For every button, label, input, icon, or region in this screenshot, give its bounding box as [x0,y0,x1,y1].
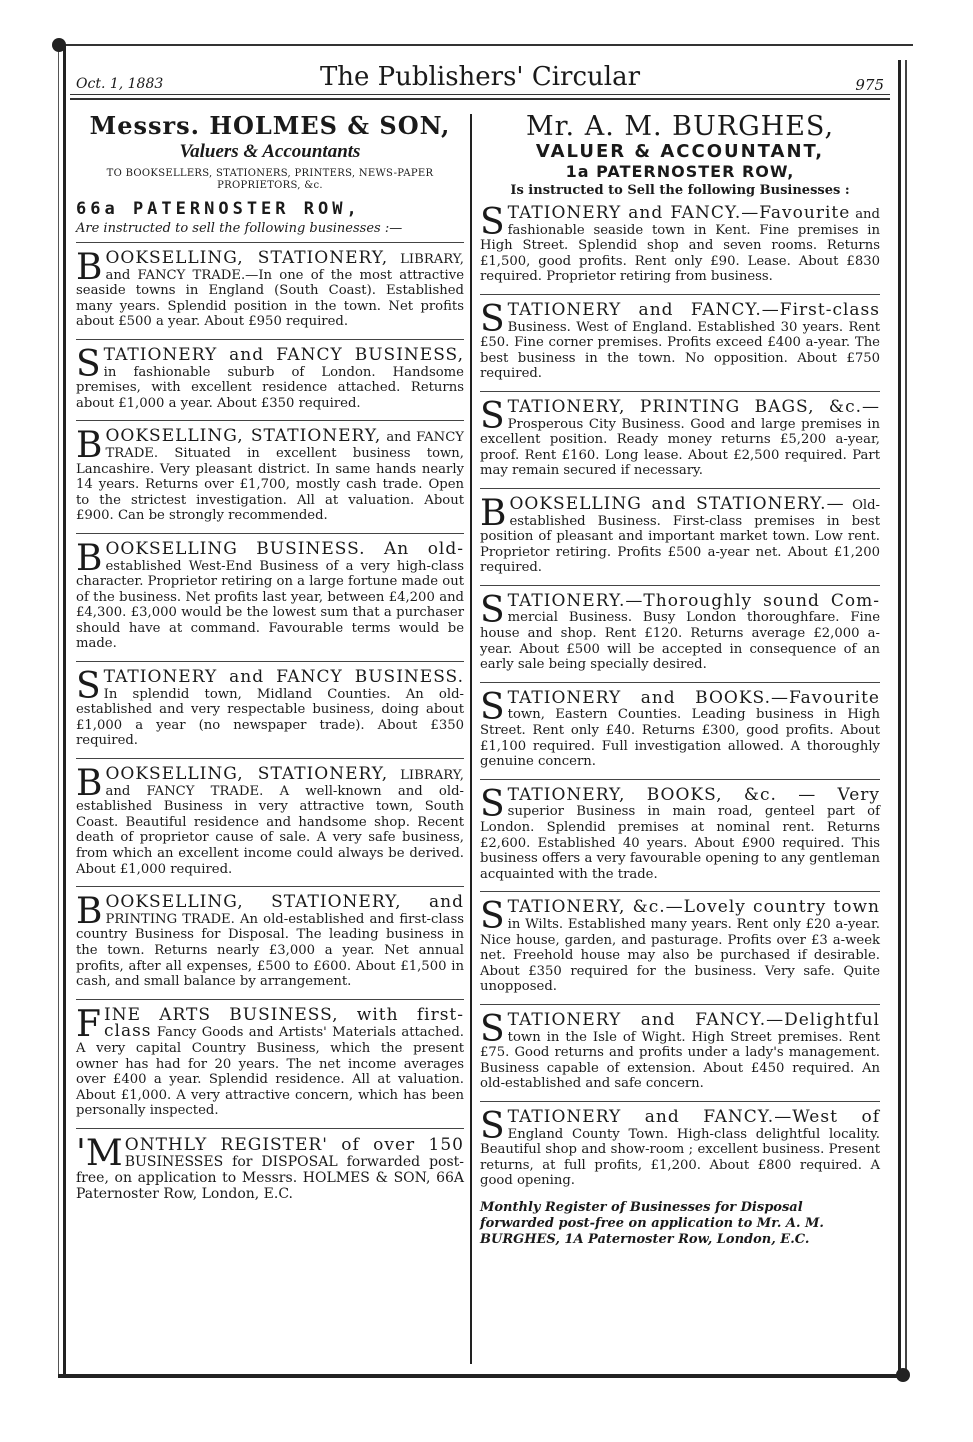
ad-divider [480,294,880,295]
right-border [898,60,901,1380]
corner-ornament [896,1368,910,1382]
business-listing [76,538,464,657]
business-listing [76,763,464,882]
business-listing [480,784,880,888]
business-listing [480,896,880,1000]
business-listing [480,493,880,581]
listing-body: PRINTING TRADE. An old-established and first-class country Business for Disposal. The leading business in the town. Returns nearly £3,000 a year. Net annual profits, after all expenses, £500 to £600. About £1,500 in cash, and small balance by arrangement. [76,911,464,990]
listing-body: town, Eastern Counties. Leading business in High Street. Rent only £40. Returns £300, good profits. About £1,100 required. Full investigation allowed. A thoroughly genuine concern. [480,707,880,770]
listing-body: and fashionable seaside town in Kent. Fine premises in High Street. Splendid shop and seven rooms. Returns £1,500, good profits. Rent only £90. Lease. About £830 required. Proprietor retiring from business. [480,207,880,285]
listing-body: In splendid town, Midland Counties. An old-established and very respectable business, doing about £1,000 a year (no newspaper trade). About £350 required. [76,686,464,749]
listing-heading: OOKSELLING, STATIONERY, [105,764,389,785]
listing-heading: TATIONERY.—Thoroughly sound Com- [507,590,880,611]
drop-cap: S [480,1008,505,1050]
listing-heading: TATIONERY and FANCY BUSINESS, [103,344,464,365]
listing-heading: TATIONERY and FANCY.—West of [507,1106,880,1127]
drop-cap: B [76,763,103,805]
ad-divider [76,242,464,243]
ad-divider [76,999,464,1000]
drop-cap: S [480,395,505,437]
firm-subtitle: VALUER & ACCOUNTANT, [535,141,825,162]
header-rule [70,94,890,95]
business-listing [480,202,880,290]
business-listing [480,396,880,484]
firm-address: 1a PATERNOSTER ROW, [565,162,795,181]
top-border [58,44,913,46]
business-listing [76,1004,464,1124]
firm-subtitle: Valuers & Accountants [179,141,361,162]
listing-heading: OOKSELLING BUSINESS. An old- [105,538,464,559]
listing-heading: TATIONERY and FANCY.—First-class [507,299,880,320]
listing-body: LIBRARY, and FANCY TRADE.—In one of the most attractive seaside towns in England (South Coast). Established many years. Splendid position in the town. Net profits about £500 a year. About £950 required. [76,252,464,330]
ad-divider [480,682,880,683]
listing-heading: TATIONERY and BOOKS.—Favourite [507,687,880,708]
business-listing [76,425,464,529]
listing-heading: INE ARTS BUSINESS, with first-class [103,1004,464,1042]
ad-divider [76,758,464,759]
listing-heading: TATIONERY and FANCY.—Favourite [507,203,851,223]
bottom-border [58,1374,908,1378]
ad-divider [76,339,464,340]
listing-body: superior Business in main road, genteel part of London. Splendid premises at nominal rent. Returns £2,600. Established 40 years. About £900 required. This business offers a very favourable opening to any gentleman acquainted with the trade. [480,804,880,882]
left-border [63,44,66,1374]
firm-instruction: Are instructed to sell the following businesses :— [76,221,403,236]
drop-cap: B [76,891,103,933]
listing-heading: TATIONERY, &c.—Lovely country town [507,897,880,918]
firm-instruction: Is instructed to Sell the following Businesses : [510,183,850,198]
drop-cap: S [480,783,505,825]
monthly-register-notice [76,1133,464,1207]
listing-body: established West-End Business of a very high-class character. Proprietor retiring on a large fortune made out of the business. Net profits last year, between £4,200 and £4,300. £3,000 would be the lowest sum that a purchaser should have at command. Favourable terms would be made. [76,558,464,652]
issue-date: Oct. 1, 1883 [76,76,164,92]
business-listing [480,299,880,387]
business-listing [76,666,464,754]
ad-divider [480,1004,880,1005]
business-listing [76,247,464,335]
corner-ornament [52,38,66,52]
right-column [480,112,880,1248]
listing-body: in Wilts. Established many years. Rent only £20 a-year. Nice house, garden, and pasturage. Profits over £3 a-week net. Freehold house may also be purchased if desirable. About £350 required for the business. Very safe. Quite unopposed. [480,916,880,995]
drop-cap: B [480,492,507,534]
listing-heading: TATIONERY and FANCY.—Delightful [507,1009,880,1030]
drop-cap: S [480,589,505,631]
drop-cap: S [480,298,505,340]
drop-cap: B [76,537,103,579]
listing-heading: OOKSELLING, STATIONERY, and [105,892,464,913]
business-listing [76,891,464,995]
listing-body: Old-established Business. First-class premises in best position of pleasant and important market town. Low rent. Proprietor retiring. Profits £500 a-year net. About £1,200 required. [480,497,880,576]
listing-body: and FANCY TRADE. Situated in excellent business town, Lancashire. Very pleasant district. In same hands nearly 14 years. Returns over £1,700, mostly cash trade. Open to the strictest investigation. All at valuation. About £900. Can be strongly recommended. [76,430,464,524]
drop-cap: S [480,202,505,243]
listing-body: Business. West of England. Established 30 years. Rent £50. Fine corner premises. Profits exceed £400 a-year. The best business in the town. No opposition. About £750 required. [480,319,880,382]
firm-address: 66a PATERNOSTER ROW, [76,199,361,219]
business-listing [480,590,880,678]
publication-title: The Publishers' Circular [319,62,641,92]
right-border-thin [905,60,907,1380]
drop-cap: B [76,247,103,288]
drop-cap: 'M [76,1132,123,1174]
listing-heading: ONTHLY REGISTER' of over 150 [124,1134,464,1155]
left-border-thin [58,44,59,1374]
listing-body: mercial Business. Busy London thoroughfare. Fine house and shop. Rent £120. Returns average £2,000 a-year. About £500 will be accepted in consequence of an early sale being specially desired. [480,610,880,673]
listing-body: Fancy Goods and Artists' Materials attached. A very capital Country Business, which the present owner has had for 20 years. The net income averages over £400 a year. Splendid residence. All at valuation. About £1,000. A very attractive concern, which has been personally inspected. [76,1025,464,1119]
column-divider [470,114,472,1364]
business-listing [480,1106,880,1194]
business-listing [480,1009,880,1097]
firm-name: Mr. A. M. BURGHES, [525,111,835,142]
ad-divider [76,420,464,421]
listing-heading: OOKSELLING, STATIONERY, [105,248,389,268]
header-rule [70,98,890,100]
listing-heading: TATIONERY and FANCY BUSINESS. [103,667,464,688]
drop-cap: S [480,1105,505,1147]
drop-cap: S [76,343,101,385]
listing-body: in fashionable suburb of London. Handsome premises, with excellent residence attached. Returns about £1,000 a year. About £350 required. [76,364,464,411]
monthly-register-notice: Monthly Register of Businesses for Disposal forwarded post-free on application to Mr. A. M. BURGHES, 1A Paternoster Row, London, E.C. [480,1199,824,1247]
listing-body: England County Town. High-class delightful locality. Beautiful shop and show-room ; excellent business. Present returns, at full profits, £1,200. About £800 required. A good opening. [480,1126,880,1189]
page-header [76,62,884,92]
drop-cap: F [76,1003,101,1045]
ad-divider [480,779,880,780]
ad-divider [76,533,464,534]
business-listing [76,344,464,416]
listing-heading: OOKSELLING, STATIONERY, [105,426,382,447]
left-column [76,112,464,1207]
listing-body: Prosperous City Business. Good and large premises in excellent position. Ready money returns £5,200 a-year, proof. Rent £160. Long lease. About £2,500 required. Part may remain secured if necessary. [480,416,880,479]
ad-divider [480,585,880,586]
ad-divider [76,661,464,662]
ad-divider [480,891,880,892]
firm-name: Messrs. HOLMES & SON, [89,111,451,140]
listing-body: town in the Isle of Wight. High Street premises. Rent £75. Good returns and profits under a lady's management. Business capable of extension. About £450 required. An old-established and safe concern. [480,1029,880,1092]
firm-clientele: TO BOOKSELLERS, STATIONERS, PRINTERS, NEWS-PAPER PROPRIETORS, &c. [106,168,434,191]
business-listing [480,687,880,775]
ad-divider [76,886,464,887]
ad-divider [480,391,880,392]
drop-cap: S [480,686,505,728]
listing-body: LIBRARY, and FANCY TRADE. A well-known and old-established Business in very attractive town, South Coast. Beautiful residence and handsome shop. Recent death of proprietor cause of sale. A very safe business, from which an excellent income could always be derived. About £1,000 required. [76,768,464,877]
listing-heading: TATIONERY, PRINTING BAGS, &c.— [507,396,880,417]
ad-divider [480,1101,880,1102]
ad-divider [76,1128,464,1129]
ad-divider [480,488,880,489]
listing-body: BUSINESSES for DISPOSAL forwarded post-free, on application to Messrs. HOLMES & SON, 66A Paternoster Row, London, E.C. [76,1153,464,1202]
listing-heading: TATIONERY, BOOKS, &c. — Very [507,784,880,805]
drop-cap: S [76,666,101,708]
drop-cap: S [480,896,505,938]
listing-heading: OOKSELLING and STATIONERY.— [509,493,845,514]
page-number: 975 [855,76,884,94]
drop-cap: B [76,425,103,467]
